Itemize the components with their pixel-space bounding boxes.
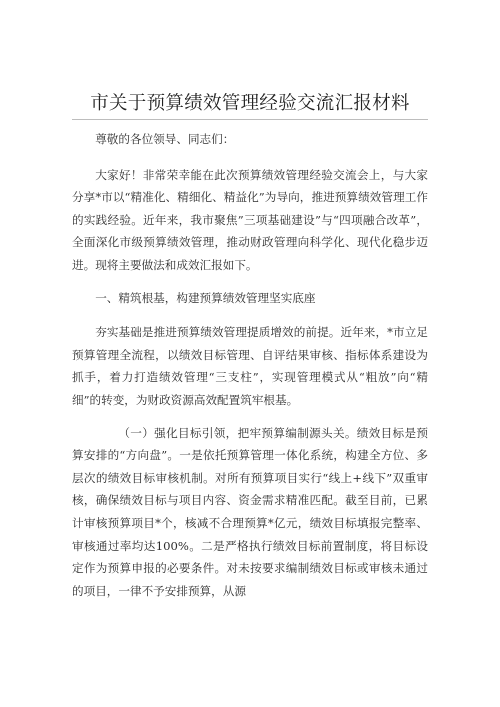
title-underline [72, 119, 428, 120]
subsection-1-paragraph: （一）强化目标引领，把牢预算编制源头关。绩效目标是预算安排的“方向盘”。一是依托预算管理一体化系统，构建全方位、多层次的绩效目标审核机制。对所有预算项目实行“线上+线下”双重审核，确保绩效目标与项目内容、资金需求精准匹配。截至目前，已累计审核预算项目*个，核减不合理预算*亿元，绩效目标填报完整率、审核通过率均达100%。二是严格执行绩效目标前置制度，将目标设定作为预算申报的必要条件。对未按要求编制绩效目标或审核未通过的项目，一律不予安排预算，从源 [72, 425, 428, 598]
document-title: 市关于预算绩效管理经验交流汇报材料 [90, 93, 410, 114]
section-1-paragraph: 夯实基础是推进预算绩效管理提质增效的前提。近年来，*市立足预算管理全流程，以绩效目标管理、自评结果审核、指标体系建设为抓手，着力打造绩效管理“三支柱”，实现管理模式从“粗放”向“精细”的转变，为财政资源高效配置筑牢根基。 [72, 325, 428, 407]
intro-paragraph: 大家好！非常荣幸能在此次预算绩效管理经验交流会上，与大家分享*市以“精准化、精细化、精益化”为导向，推进预算绩效管理工作的实践经验。近年来，我市聚焦”三项基础建设”与“四项融合改革”，全面深化市级预算绩效管理，推动财政管理向科学化、现代化稳步迈进。现将主要做法和成效汇报如下。 [72, 167, 428, 272]
section-heading-1: 一、精筑根基，构建预算绩效管理坚实底座 [95, 290, 316, 305]
document-body [72, 128, 428, 612]
salutation: 尊敬的各位领导、同志们： [95, 132, 235, 146]
